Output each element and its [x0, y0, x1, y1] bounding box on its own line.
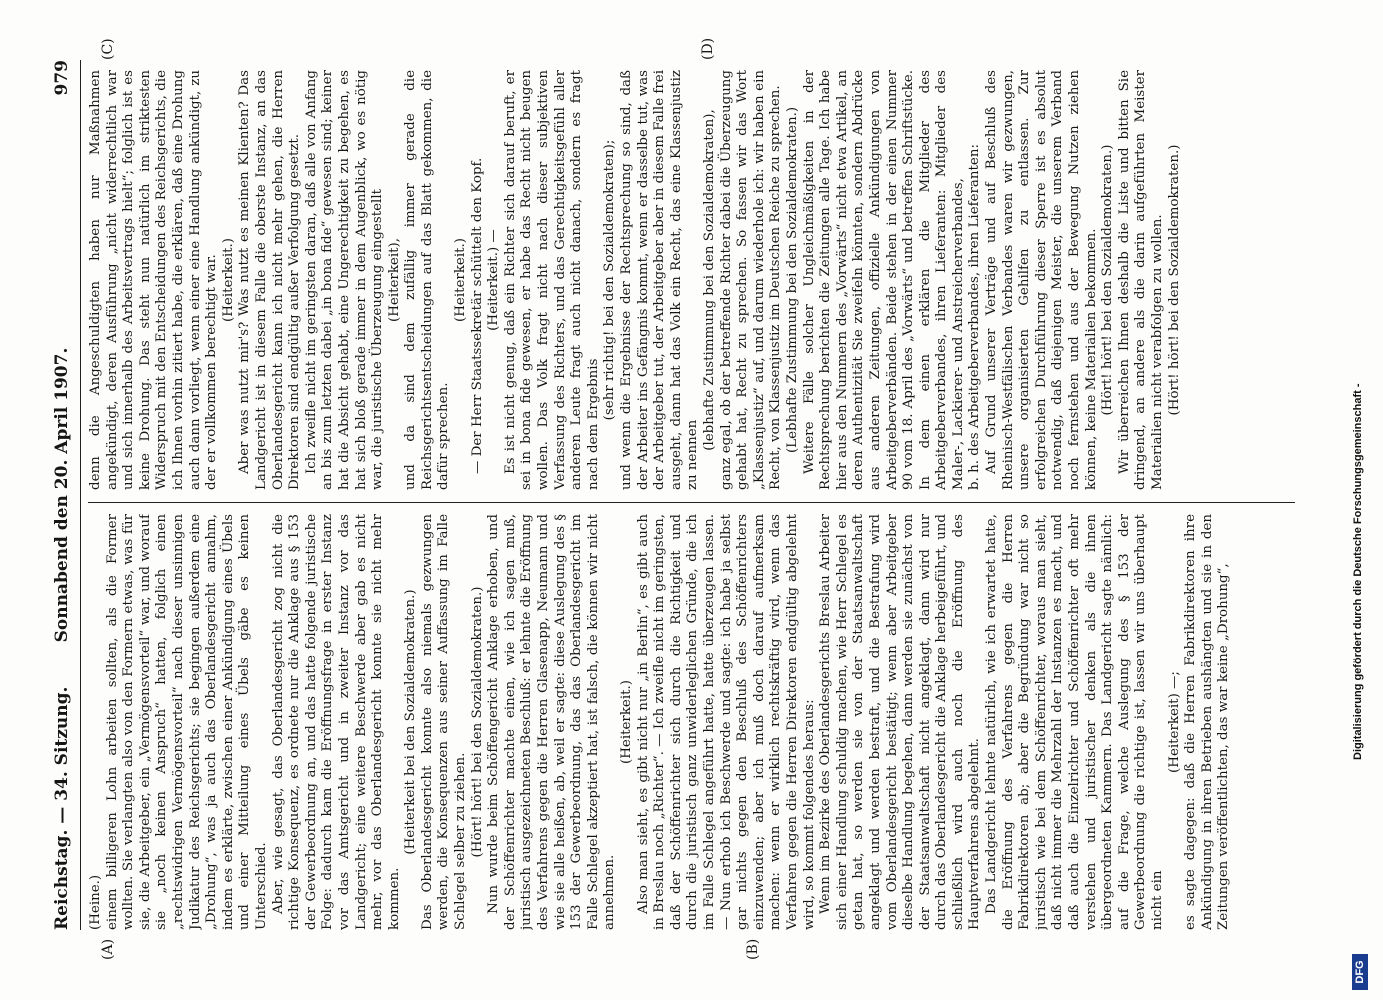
paragraph: Nun wurde beim Schöffengericht Anklage erhoben, und der Schöffenrichter machte einen, wie ich sagen muß, juristisch ausgezeichneten Beschluß: er lehnte die Eröffnung des Verfahrens gegen die Herren Glasenapp, Neumann und wie sie alle heißen, ab, weil er sagte: diese Auslegung des § 153 der Gewerbeordnung, das das Oberlandesgericht im Falle Schlegel akzeptiert hat, ist falsch, die können wir nicht annehmen. — [486, 514, 618, 930]
speaker-name: (Heine.) — [88, 874, 103, 930]
paragraph: ganz egal, ob der betreffende Richter dabei die Überzeugung gehabt hat, Recht zu sprechen. So fassen wir das Wort „Klassenjustiz“ auf, und darum wiederhole ich: wir haben ein Recht, von Klassenjustiz im Deutschen Reiche zu sprechen. — [718, 70, 784, 490]
column-divider — [88, 502, 1295, 503]
margin-letter-b: (B) — [745, 938, 761, 960]
paragraph: einem billigeren Lohn arbeiten sollten, als die Former wollten. Sie verlangten also von den Formern etwas, was für sie, die Arbeitgeber, ein „Vermögensvorteil“ war, und worauf sie „noch keinen Anspruch“ hatten, folglich einen „rechtswidrigen Vermögensvorteil“ nach dieser unsinnigen Judikatur des Reichsgerichts; sie begingen außerdem eine „Drohung“, was ja auch das Oberlandesgericht annahm, indem es erklärte, zwischen einer Ankündigung eines Übels und einer Mitteilung eines Übels gäbe es keinen Unterschied. — [104, 514, 269, 930]
interjection: (Hört! hört! bei den Sozialdemokraten.) — [1100, 144, 1116, 416]
paragraph: b. h. des Arbeitgeberverbandes, ihren Lieferanten: — [967, 144, 983, 490]
paragraph: Das Oberlandesgericht konnte also niemals gezwungen werden, die Konsequenzen aus seiner Auffassung im Falle Schlegel selber zu ziehen. — [419, 514, 469, 930]
paragraph: Also man sieht, es gibt nicht nur „in Berlin“, es gibt auch in Breslau noch „Richter“. — Ich zweifle nicht im geringsten, daß der Schöffenrichter sich durch die Richtigkeit und durch die juristisch ganz unwiderleglichen Gründe, die ich im Falle Schlegel angeführt hatte, hatte überzeugen lassen. — Nun erhob ich Beschwerde und sagte: ich habe ja selbst gar nichts gegen den Beschluß des Schöffenrichters einzuwenden; aber ich muß doch darauf aufmerksam machen: wenn er wirklich rechtskräftig wird, wenn das Verfahren gegen die Herren Direktoren endgültig abgelehnt wird, so kommt folgendes heraus: — [635, 514, 817, 930]
page-number: 979 — [52, 60, 72, 96]
paragraph: Weitere Fälle solcher Ungleichmäßigkeiten in der Rechtsprechung berichten die Zeitungen alle Tage. Ich habe hier aus den Nummern des „Vorwärts“ nicht etwa Artikel, an deren Authentizität Sie zweifeln könnten, sondern Abdrücke aus anderen Zeitungen, offizielle Ankündigungen von Arbeitgeberverbänden. Beide stehen in der einen Nummer 90 vom 18. April des „Vorwärts“ und betreffen Schriftstücke. In dem einen erklären die Mitglieder des Arbeitgeberverbandes, ihren Lieferanten: Mitglieder des Maler-, Lackierer- und Anstreicherverbandes, — [801, 70, 966, 490]
paragraph: Es ist nicht genug, daß ein Richter sich darauf beruft, er sei in bona fide gewesen, er habe das Recht nicht beugen wollen. Das Volk fragt nicht nach dieser subjektiven Verfassung des Richters, und das Gerechtigkeitsgefühl aller anderen Leute fragt auch nicht danach, sondern es fragt nach dem Ergebnis — [502, 70, 601, 490]
paragraph: Das Landgericht lehnte natürlich, wie ich erwartet hatte, die Eröffnung des Verfahrens gegen die Herren Fabrikdirektoren ab; aber die Begründung war nicht so juristisch wie bei dem Schöffenrichter, woraus man sieht, daß nicht immer die Mehrzahl der Instanzen es macht, und daß auch die Einzelrichter und Schöffenrichter oft mehr verstehen und juristischer denken als die ihnen übergeordneten Kammern. Das Landgericht sagte nämlich: auf die Frage, welche Auslegung des § 153 der Gewerbeordnung die richtige ist, lassen wir uns überhaupt nicht ein — [984, 514, 1165, 930]
header-rule — [80, 60, 81, 930]
interjection: (Hört! hört! bei den Sozialdemokraten.) — [469, 586, 485, 858]
header-date: Sonnabend den 20. April 1907. — [52, 347, 72, 643]
paragraph: Aber, wie gesagt, das Oberlandesgericht zog nicht die richtige Konsequenz, es ordnete nur die Anklage aus § 153 der Gewerbeordnung an, und das hatte folgende juristische Folge: dadurch kam die Eröffnungsfrage in erster Instanz vor das Amtsgericht und in zweiter Instanz vor das Landgericht; eine weitere Beschwerde aber gab es nicht mehr, vor das Oberlandesgericht konnte sie nicht mehr kommen. — [270, 514, 402, 930]
right-column — [88, 70, 1303, 490]
interjection: (Hört! hört! bei den Sozialdemokraten.) — [1166, 144, 1182, 416]
interjection: (Heiterkeit.) — [453, 238, 469, 322]
interjection: (Heiterkeit bei den Sozialdemokraten.) — [403, 589, 419, 855]
interjection: (Lebhafte Zustimmung bei den Sozialdemokraten.) — [784, 106, 800, 454]
interjection: (Heiterkeit) —; — [1166, 671, 1182, 773]
interjection: (sehr richtig! bei den Sozialdemokraten); — [602, 139, 618, 421]
paragraph: und wenn die Ergebnisse der Rechtsprechung so sind, daß der Arbeiter ins Gefängnis kommt, wenn er dasselbe tut, was der Arbeitgeber tut, der Arbeitgeber aber in diesem Falle frei ausgeht, dann hat das Volk ein Recht, das eine Klassenjustiz zu nennen — [619, 70, 701, 490]
interjection: (Heiterkeit), — [386, 238, 402, 322]
paragraph: es sagte dagegen: daß die Herren Fabrikdirektoren ihre Ankündigung in ihren Betrieben aushängten und sie in den Zeitungen veröffentlichten, das war keine „Drohung“, — [1183, 514, 1232, 930]
paragraph: — Der Herr Staatssekretär schüttelt den Kopf. — [469, 157, 485, 474]
interjection: (Heiterkeit.) — [619, 680, 634, 764]
header-title: Reichstag. — 34. Sitzung. — [52, 686, 72, 930]
page-header — [52, 60, 82, 930]
paragraph: denn die Angeschuldigten haben nur Maßnahmen angekündigt, deren Ausführung „nicht widerrechtlich war und sich innerhalb des Arbeitsvertrags hielt“; folglich ist es keine Drohung. Das steht nun natürlich im striktesten Widerspruch mit den Entscheidungen des Reichsgerichts, die ich Ihnen vorhin zitiert habe, die erklären, daß eine Drohung auch dann vorliegt, wenn einer eine Handlung ankündigt, zu der er vollkommen berechtigt war. — [88, 70, 220, 490]
paragraph: Ich zweifle nicht im geringsten daran, daß alle von Anfang an bis zum letzten dabei „in bona fide“ gewesen sind; keiner hat die Absicht gehabt, eine Ungerechtigkeit zu begehen, es hat sich bloß gerade immer in dem Augenblick, wo es nötig war, die juristische Überzeugung eingestellt — [303, 70, 386, 490]
paragraph: Aber was nutzt mir's? Was nutzt es meinen Klienten? Das Landgericht ist in diesem Falle die oberste Instanz, an das Oberlandesgericht kann ich nicht mehr gehen, die Herren Direktoren sind endgültig außer Verfolgung gesetzt. — [237, 70, 303, 490]
paragraph: und da sind dem zufällig immer gerade die Reichsgerichtsentscheidungen auf das Blatt gekommen, die dafür sprechen. — [403, 70, 452, 490]
interjection: (Heiterkeit.) — [220, 238, 236, 322]
quoted-paragraph: Wir überreichen Ihnen deshalb die Liste und bitten Sie dringend, an andere als die darin aufgeführten Meister Materialien nicht verabfolgen zu wollen. — [1116, 70, 1165, 490]
interjection: (lebhafte Zustimmung bei den Sozialdemokraten), — [701, 109, 717, 451]
margin-letter-d: (D) — [700, 37, 716, 60]
digitization-credit: Digitalisierung gefördert durch die Deutsche Forschungsgemeinschaft - — [1352, 383, 1364, 760]
margin-letter-c: (C) — [100, 38, 116, 60]
left-column — [88, 514, 1303, 930]
dfg-logo: DFG — [1352, 954, 1368, 990]
margin-letter-a: (A) — [100, 938, 116, 960]
interjection: (Heiterkeit.) — — [486, 229, 502, 331]
paragraph: Wenn im Bezirke des Oberlandesgerichts Breslau Arbeiter sich einer Handlung schuldig machen, wie Herr Schlegel es getan hat, so werden sie von der Staatsanwaltschaft angeklagt und werden bestraft, und die Bestrafung wird vom Oberlandesgericht bestätigt; wenn aber Arbeitgeber dieselbe Handlung begehen, dann werden sie zunächst von der Staatsanwaltschaft nicht angeklagt, dann wird nur durch das Oberlandesgericht die Anklage herbeigeführt, und schließlich wird auch noch die Eröffnung des Hauptverfahrens abgelehnt. — [818, 514, 983, 930]
quoted-paragraph: Auf Grund unserer Verträge und auf Beschluß des Rheinisch-Westfälischen Verbandes waren wir gezwungen, unsere organisierten Gehilfen zu entlassen. Zur erfolgreichen Durchführung dieser Sperre ist es absolut notwendig, daß diejenigen Meister, die unserem Verband noch fernstehen und aus der Bewegung Nutzen ziehen können, keine Materialien bekommen. — [984, 70, 1099, 490]
